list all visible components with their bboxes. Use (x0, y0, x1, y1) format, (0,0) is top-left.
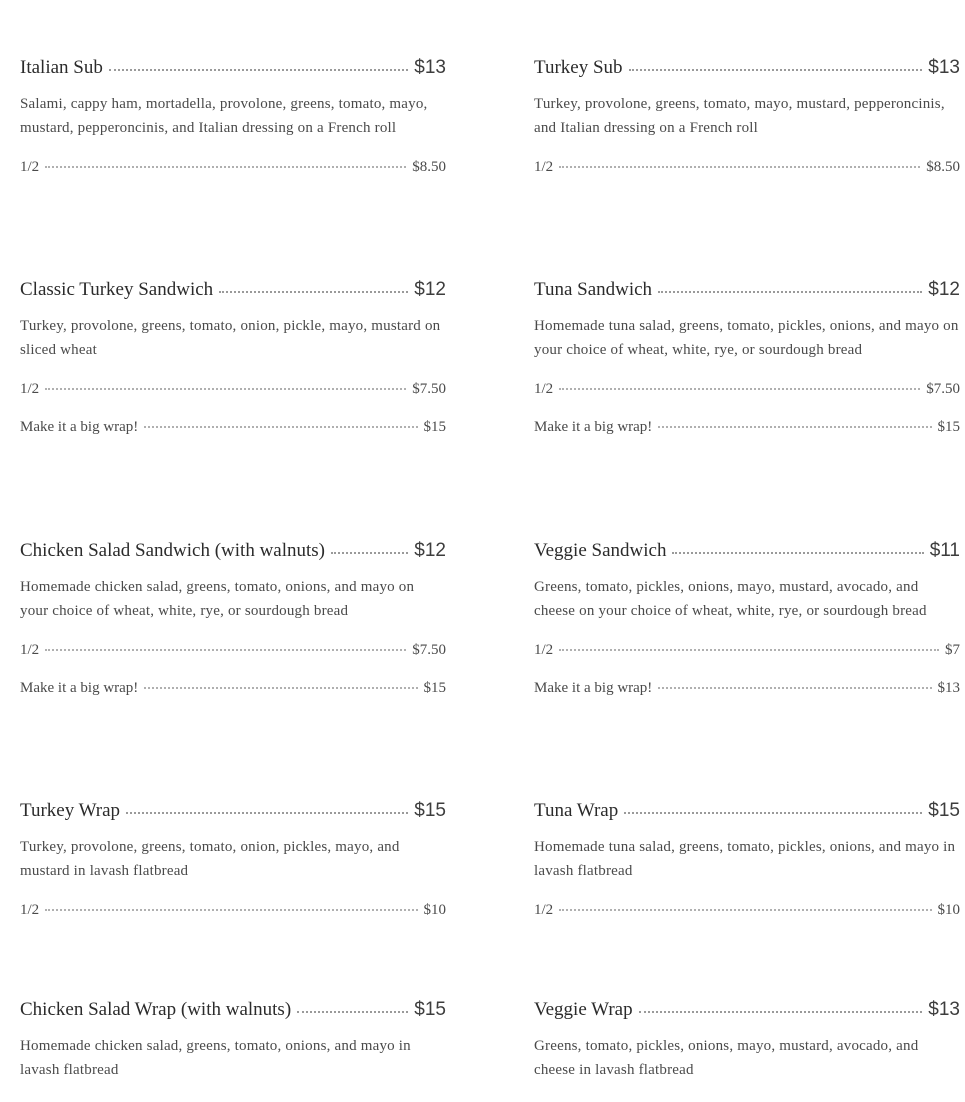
dot-leader (639, 1011, 923, 1013)
dot-leader (672, 552, 923, 554)
menu-item-description: Homemade tuna salad, greens, tomato, pickles, onions, and mayo in lavash flatbread (534, 839, 956, 879)
option-label: 1/2 (20, 902, 40, 918)
menu-item-description: Greens, tomato, pickles, onions, mayo, mustard, avocado, and cheese on your choice of wheat, white, rye, or sourdough bread (534, 579, 927, 619)
menu-item-price: $12 (414, 279, 446, 300)
dot-leader (297, 1011, 408, 1013)
menu-item-turkey-wrap (20, 799, 446, 921)
dot-leader (126, 812, 408, 814)
dot-leader (331, 552, 408, 554)
option-label: 1/2 (534, 381, 554, 397)
dot-leader (624, 812, 922, 814)
option-label: 1/2 (20, 159, 40, 175)
menu-item-description: Turkey, provolone, greens, tomato, onion, pickle, mayo, mustard on sliced wheat (20, 318, 441, 358)
menu-item-name: Turkey Sub (534, 57, 623, 78)
dot-leader (559, 388, 920, 390)
option-label: 1/2 (534, 159, 554, 175)
menu-item-header (20, 278, 446, 302)
dot-leader (45, 909, 417, 911)
menu-item-option (20, 639, 446, 661)
menu-item-option (20, 416, 446, 438)
menu-item-header (20, 799, 446, 823)
menu-item-chicken-salad-wrap (20, 998, 446, 1082)
menu-item-price: $12 (928, 279, 960, 300)
menu-item-description: Homemade chicken salad, greens, tomato, onions, and mayo in lavash flatbread (20, 1038, 411, 1078)
dot-leader (45, 388, 406, 390)
menu-item-option (534, 677, 960, 699)
menu-item-header (20, 539, 446, 563)
menu-item-header (534, 998, 960, 1022)
menu-item-header (534, 799, 960, 823)
dot-leader (559, 649, 939, 651)
option-price: $7.50 (926, 381, 960, 397)
menu-item-description: Turkey, provolone, greens, tomato, onion, pickles, mayo, and mustard in lavash flatbread (20, 839, 400, 879)
dot-leader (45, 166, 406, 168)
menu-item-option (20, 378, 446, 400)
menu-item-option (20, 156, 446, 178)
dot-leader (658, 291, 922, 293)
dot-leader (219, 291, 408, 293)
menu-item-option (20, 677, 446, 699)
menu-item-description: Homemade tuna salad, greens, tomato, pickles, onions, and mayo on your choice of wheat, white, rye, or sourdough bread (534, 318, 959, 358)
dot-leader (144, 426, 417, 428)
menu-item-option (534, 378, 960, 400)
option-label: 1/2 (20, 642, 40, 658)
menu-item-price: $15 (928, 800, 960, 821)
menu-item-header (20, 56, 446, 80)
menu-item-name: Tuna Sandwich (534, 279, 653, 300)
menu-item-price: $13 (928, 999, 960, 1020)
option-label: Make it a big wrap! (534, 680, 653, 696)
dot-leader (658, 426, 931, 428)
option-price: $8.50 (412, 159, 446, 175)
menu-item-veggie-wrap (534, 998, 960, 1082)
dot-leader (559, 166, 920, 168)
menu-item-italian-sub (20, 56, 446, 178)
option-price: $8.50 (926, 159, 960, 175)
menu-item-veggie-sandwich (534, 539, 960, 699)
menu-item-description: Salami, cappy ham, mortadella, provolone, greens, tomato, mayo, mustard, pepperoncinis, and Italian dressing on a French roll (20, 96, 428, 136)
option-price: $10 (423, 902, 446, 918)
menu-item-name: Tuna Wrap (534, 800, 619, 821)
menu-item-price: $13 (414, 57, 446, 78)
dot-leader (144, 687, 417, 689)
menu-item-option (534, 639, 960, 661)
menu-item-name: Italian Sub (20, 57, 103, 78)
menu-item-name: Chicken Salad Wrap (with walnuts) (20, 999, 292, 1020)
menu-item-header (20, 998, 446, 1022)
menu-item-price: $11 (929, 540, 960, 561)
dot-leader (559, 909, 931, 911)
menu-item-name: Veggie Wrap (534, 999, 633, 1020)
menu-item-price: $15 (414, 999, 446, 1020)
dot-leader (109, 69, 408, 71)
menu-item-price: $15 (414, 800, 446, 821)
menu-item-tuna-wrap (534, 799, 960, 921)
option-price: $15 (937, 419, 960, 435)
option-label: 1/2 (20, 381, 40, 397)
menu-item-option (20, 899, 446, 921)
menu-item-name: Classic Turkey Sandwich (20, 279, 214, 300)
menu-item-header (534, 56, 960, 80)
option-price: $13 (937, 680, 960, 696)
menu-item-header (534, 539, 960, 563)
dot-leader (658, 687, 931, 689)
menu-item-name: Veggie Sandwich (534, 540, 667, 561)
option-label: Make it a big wrap! (20, 419, 139, 435)
menu-item-price: $13 (928, 57, 960, 78)
option-label: 1/2 (534, 642, 554, 658)
menu-item-description: Homemade chicken salad, greens, tomato, onions, and mayo on your choice of wheat, white, rye, or sourdough bread (20, 579, 415, 619)
menu-item-classic-turkey-sandwich (20, 278, 446, 438)
menu-item-name: Turkey Wrap (20, 800, 121, 821)
menu-item-header (534, 278, 960, 302)
option-price: $7.50 (412, 642, 446, 658)
menu-item-name: Chicken Salad Sandwich (with walnuts) (20, 540, 326, 561)
option-price: $15 (423, 419, 446, 435)
menu-item-option (534, 416, 960, 438)
menu-item-description: Greens, tomato, pickles, onions, mayo, mustard, avocado, and cheese in lavash flatbread (534, 1038, 919, 1078)
menu-item-option (534, 899, 960, 921)
option-price: $7.50 (412, 381, 446, 397)
dot-leader (45, 649, 406, 651)
option-price: $10 (937, 902, 960, 918)
option-label: 1/2 (534, 902, 554, 918)
menu-item-description: Turkey, provolone, greens, tomato, mayo, mustard, pepperoncinis, and Italian dressing on a French roll (534, 96, 945, 136)
menu-item-tuna-sandwich (534, 278, 960, 438)
dot-leader (629, 69, 923, 71)
option-label: Make it a big wrap! (20, 680, 139, 696)
option-label: Make it a big wrap! (534, 419, 653, 435)
menu-item-turkey-sub (534, 56, 960, 178)
menu-item-chicken-salad-sandwich (20, 539, 446, 699)
option-price: $7 (945, 642, 960, 658)
menu-item-price: $12 (414, 540, 446, 561)
menu-item-option (534, 156, 960, 178)
option-price: $15 (423, 680, 446, 696)
